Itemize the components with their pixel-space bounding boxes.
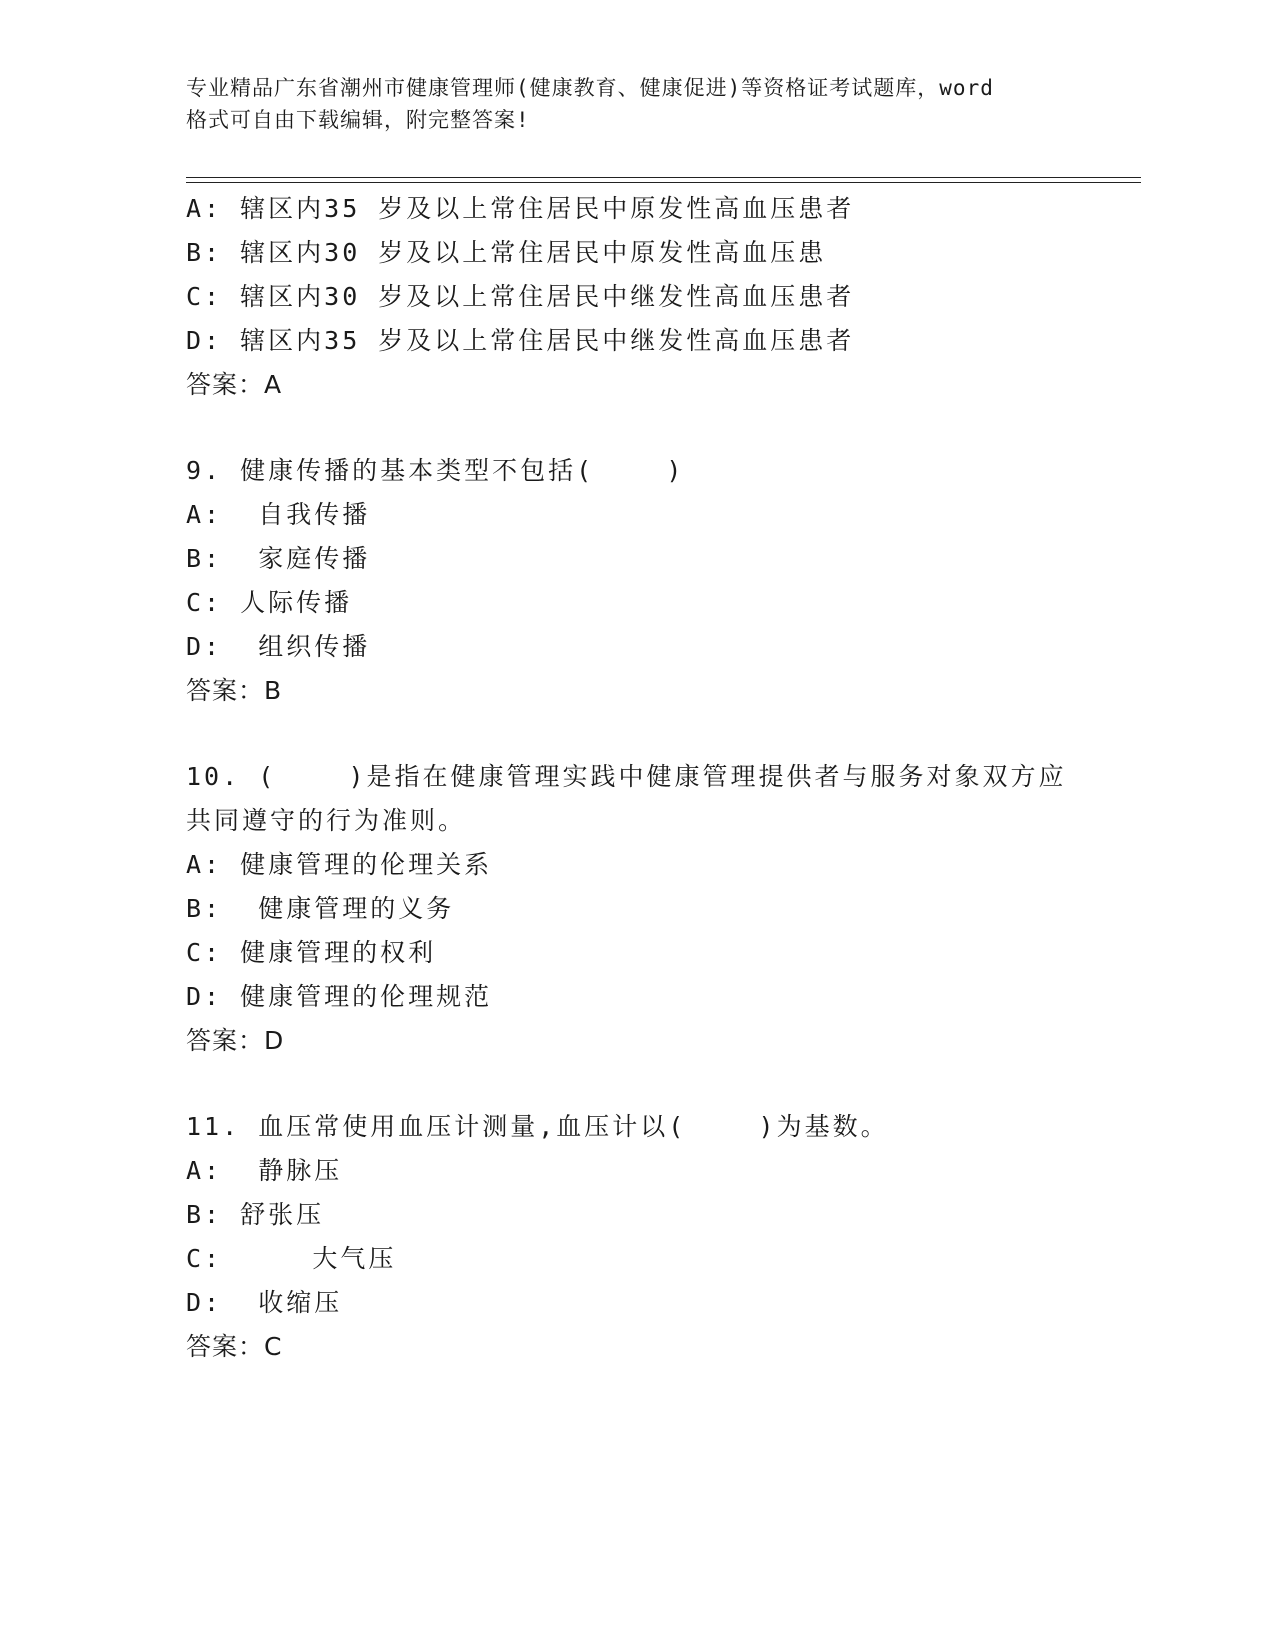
q9-answer: 答案：B [186, 676, 283, 705]
q11-option-a: A: 静脉压 [186, 1156, 343, 1185]
q10-option-c: C: 健康管理的权利 [186, 938, 437, 967]
q10-stem-line-2: 共同遵守的行为准则。 [186, 806, 467, 835]
header-divider-top [186, 177, 1141, 178]
q10-option-b: B: 健康管理的义务 [186, 894, 455, 923]
q8-option-d: D: 辖区内35 岁及以上常住居民中继发性高血压患者 [186, 326, 855, 355]
q11-option-c: C: 大气压 [186, 1244, 397, 1273]
q11-option-b: B: 舒张压 [186, 1200, 325, 1229]
q11-option-d: D: 收缩压 [186, 1288, 343, 1317]
document-header [186, 72, 1086, 136]
header-line-1: 专业精品广东省潮州市健康管理师(健康教育、健康促进)等资格证考试题库，word [186, 76, 994, 100]
q8-option-b: B: 辖区内30 岁及以上常住居民中原发性高血压患 [186, 238, 827, 267]
q8-option-c: C: 辖区内30 岁及以上常住居民中继发性高血压患者 [186, 282, 855, 311]
q9-stem: 9. 健康传播的基本类型不包括( ) [186, 456, 685, 485]
q9-option-b: B: 家庭传播 [186, 544, 371, 573]
q9-option-c: C: 人际传播 [186, 588, 353, 617]
q9-option-d: D: 组织传播 [186, 632, 371, 661]
q8-answer: 答案：A [186, 370, 283, 399]
q10-option-a: A: 健康管理的伦理关系 [186, 850, 493, 879]
q8-option-a: A: 辖区内35 岁及以上常住居民中原发性高血压患者 [186, 194, 855, 223]
q11-answer: 答案：C [186, 1332, 283, 1361]
q10-answer: 答案：D [186, 1026, 285, 1055]
q9-option-a: A: 自我传播 [186, 500, 371, 529]
q10-option-d: D: 健康管理的伦理规范 [186, 982, 493, 1011]
header-line-2: 格式可自由下载编辑，附完整答案! [186, 108, 530, 132]
q11-stem: 11. 血压常使用血压计测量,血压计以( )为基数。 [186, 1112, 889, 1141]
header-divider-bottom [186, 182, 1141, 183]
q10-stem-line-1: 10. ( )是指在健康管理实践中健康管理提供者与服务对象双方应 [186, 762, 1067, 791]
